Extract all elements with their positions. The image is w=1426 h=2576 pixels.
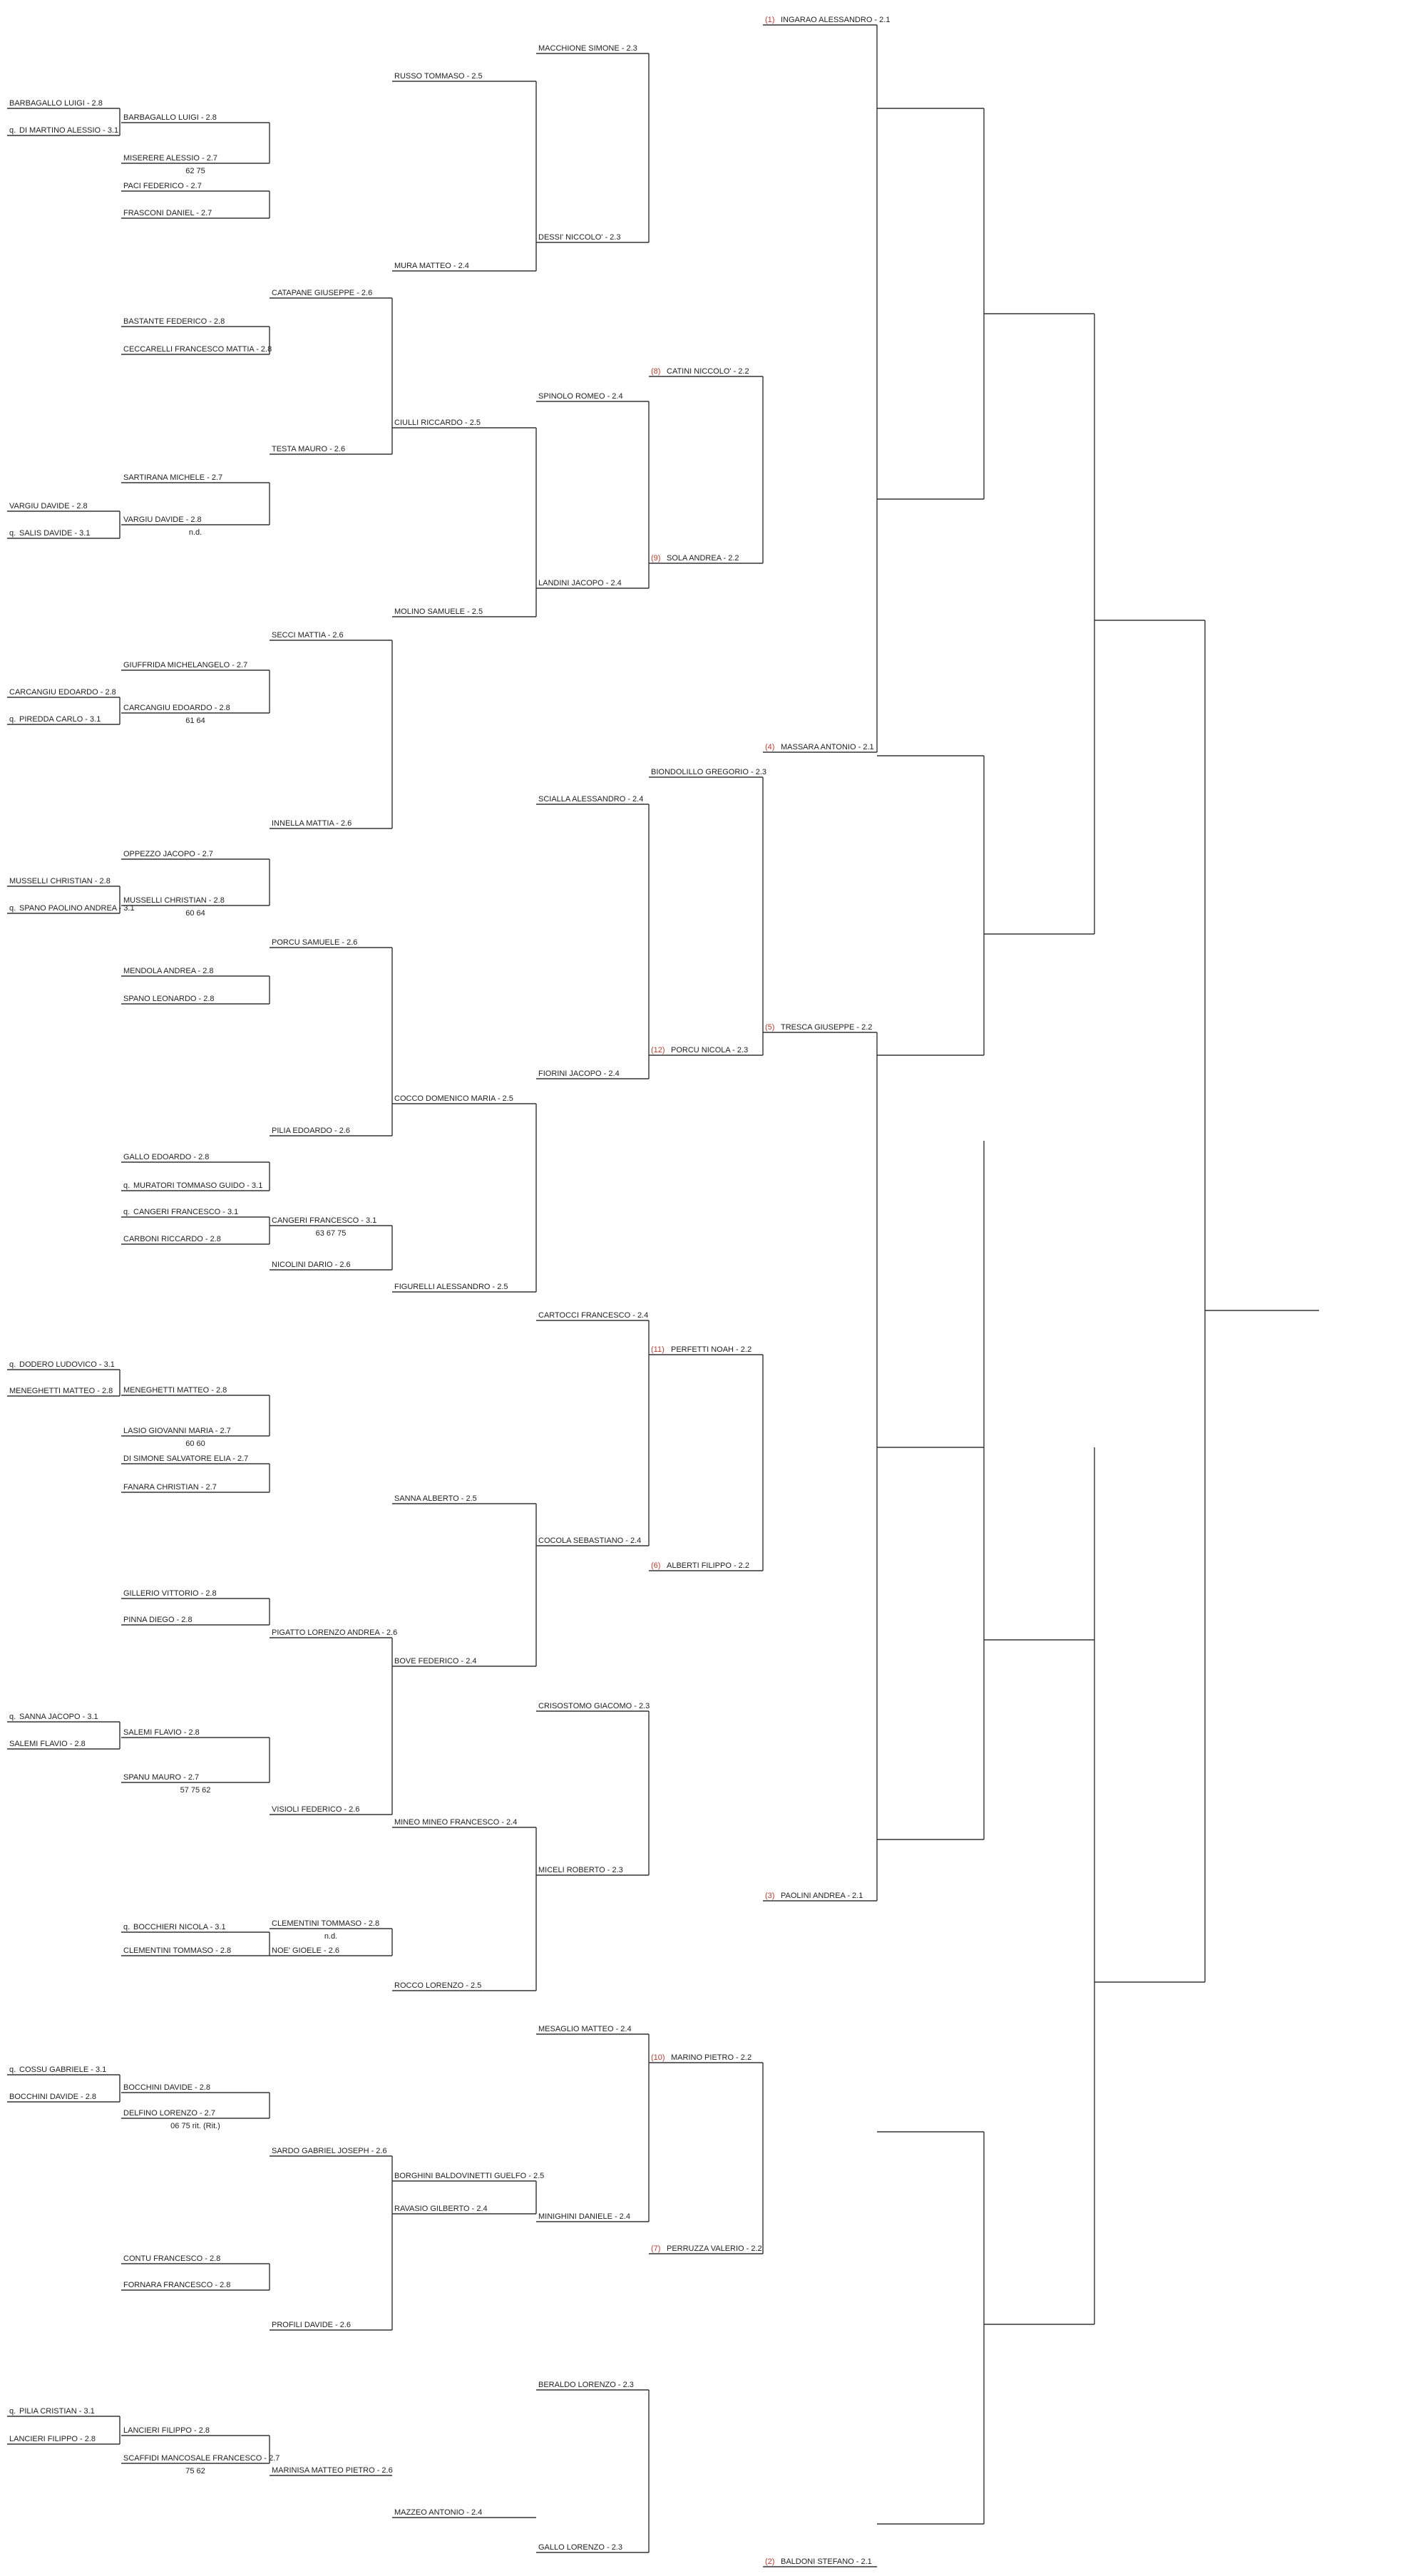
qualifier-mark: q.	[9, 2066, 16, 2074]
player-name: CATINI NICCOLO' - 2.2	[667, 367, 749, 376]
seed-number: (4)	[765, 743, 775, 751]
player-name: DELFINO LORENZO - 2.7	[123, 2109, 215, 2118]
player-name: VISIOLI FEDERICO - 2.6	[272, 1805, 360, 1814]
player-name: DI SIMONE SALVATORE ELIA - 2.7	[123, 1454, 249, 1463]
player-name: CRISOSTOMO GIACOMO - 2.3	[538, 1702, 650, 1710]
player-name: PERRUZZA VALERIO - 2.2	[667, 2244, 762, 2253]
player-name: CECCARELLI FRANCESCO MATTIA - 2.8	[123, 345, 272, 354]
match-score: n.d.	[324, 1932, 338, 1941]
seed-number: (2)	[765, 2557, 775, 2566]
player-name: MUSSELLI CHRISTIAN - 2.8	[123, 896, 225, 905]
player-name: INGARAO ALESSANDRO - 2.1	[781, 16, 891, 24]
player-name: MAZZEO ANTONIO - 2.4	[394, 2508, 483, 2517]
player-name: CANGERI FRANCESCO - 3.1	[272, 1216, 377, 1225]
match-score: n.d.	[188, 528, 202, 537]
player-name: BERALDO LORENZO - 2.3	[538, 2381, 634, 2389]
match-score: 60 60	[185, 1440, 205, 1448]
player-name: SCIALLA ALESSANDRO - 2.4	[538, 795, 644, 804]
seed-number: (7)	[651, 2244, 661, 2253]
player-name: VARGIU DAVIDE - 2.8	[9, 502, 88, 510]
player-name: MACCHIONE SIMONE - 2.3	[538, 44, 637, 53]
seed-number: (5)	[765, 1023, 775, 1032]
player-name: GALLO EDOARDO - 2.8	[123, 1153, 210, 1161]
player-name: INNELLA MATTIA - 2.6	[272, 819, 352, 828]
player-name: TESTA MAURO - 2.6	[272, 445, 346, 453]
player-name: MINIGHINI DANIELE - 2.4	[538, 2212, 630, 2221]
player-name: SALIS DAVIDE - 3.1	[19, 529, 91, 538]
player-name: MARINO PIETRO - 2.2	[671, 2053, 752, 2062]
player-name: ROCCO LORENZO - 2.5	[394, 1981, 482, 1990]
player-name: BARBAGALLO LUIGI - 2.8	[123, 113, 217, 122]
player-name: PILIA CRISTIAN - 3.1	[19, 2407, 95, 2416]
player-name: NOE' GIOELE - 2.6	[272, 1946, 340, 1955]
player-name: GALLO LORENZO - 2.3	[538, 2543, 622, 2552]
seed-number: (9)	[651, 554, 661, 563]
seed-number: (6)	[651, 1561, 661, 1570]
player-name: CARTOCCI FRANCESCO - 2.4	[538, 1311, 649, 1320]
player-name: BIONDOLILLO GREGORIO - 2.3	[651, 768, 766, 776]
match-score: 57 75 62	[180, 1786, 211, 1795]
qualifier-mark: q.	[9, 1713, 16, 1721]
qualifier-mark: q.	[123, 1208, 130, 1216]
player-name: RAVASIO GILBERTO - 2.4	[394, 2205, 488, 2213]
player-name: CLEMENTINI TOMMASO - 2.8	[123, 1946, 232, 1955]
player-name: BARBAGALLO LUIGI - 2.8	[9, 99, 103, 108]
player-name: RUSSO TOMMASO - 2.5	[394, 72, 483, 81]
qualifier-mark: q.	[9, 126, 16, 135]
player-name: BOCCHIERI NICOLA - 3.1	[133, 1923, 226, 1931]
match-score: 60 64	[185, 909, 205, 918]
seed-number: (1)	[765, 16, 775, 24]
qualifier-mark: q.	[9, 904, 16, 913]
seed-number: (12)	[651, 1046, 665, 1054]
seed-number: (8)	[651, 367, 661, 376]
player-name: FIORINI JACOPO - 2.4	[538, 1069, 620, 1078]
player-name: PIREDDA CARLO - 3.1	[19, 715, 101, 724]
player-name: SCAFFIDI MANCOSALE FRANCESCO - 2.7	[123, 2454, 280, 2463]
match-score: 61 64	[185, 717, 205, 725]
seed-number: (11)	[651, 1345, 665, 1354]
player-name: DESSI' NICCOLO' - 2.3	[538, 233, 621, 242]
player-name: COCOLA SEBASTIANO - 2.4	[538, 1536, 642, 1545]
player-name: CIULLI RICCARDO - 2.5	[394, 419, 481, 427]
player-name: MESAGLIO MATTEO - 2.4	[538, 2025, 632, 2033]
qualifier-mark: q.	[9, 1360, 16, 1369]
player-name: TRESCA GIUSEPPE - 2.2	[781, 1023, 873, 1032]
qualifier-mark: q.	[9, 529, 16, 538]
player-name: SECCI MATTIA - 2.6	[272, 631, 344, 640]
player-name: PIGATTO LORENZO ANDREA - 2.6	[272, 1628, 398, 1637]
player-name: NICOLINI DARIO - 2.6	[272, 1261, 351, 1269]
player-name: MURA MATTEO - 2.4	[394, 262, 469, 270]
player-name: LANCIERI FILIPPO - 2.8	[123, 2426, 210, 2435]
player-name: SALEMI FLAVIO - 2.8	[123, 1728, 200, 1737]
player-name: GIUFFRIDA MICHELANGELO - 2.7	[123, 661, 248, 669]
match-score: 63 67 75	[315, 1229, 347, 1238]
player-name: CLEMENTINI TOMMASO - 2.8	[272, 1919, 380, 1928]
player-name: PORCU SAMUELE - 2.6	[272, 938, 358, 947]
player-name: GILLERIO VITTORIO - 2.8	[123, 1589, 217, 1598]
player-name: BOVE FEDERICO - 2.4	[394, 1657, 477, 1666]
player-name: PROFILI DAVIDE - 2.6	[272, 2321, 352, 2329]
player-name: PERFETTI NOAH - 2.2	[671, 1345, 752, 1354]
player-name: PORCU NICOLA - 2.3	[671, 1046, 749, 1054]
qualifier-mark: q.	[123, 1181, 130, 1190]
player-name: COCCO DOMENICO MARIA - 2.5	[394, 1094, 513, 1103]
player-name: PINNA DIEGO - 2.8	[123, 1616, 193, 1624]
seed-number: (10)	[651, 2053, 665, 2062]
player-name: CANGERI FRANCESCO - 3.1	[133, 1208, 239, 1216]
player-name: CARCANGIU EDOARDO - 2.8	[123, 704, 230, 712]
player-name: BORGHINI BALDOVINETTI GUELFO - 2.5	[394, 2172, 545, 2180]
player-name: BOCCHINI DAVIDE - 2.8	[9, 2093, 97, 2101]
player-name: MENDOLA ANDREA - 2.8	[123, 967, 214, 975]
player-name: FANARA CHRISTIAN - 2.7	[123, 1483, 217, 1492]
player-name: MENEGHETTI MATTEO - 2.8	[9, 1387, 113, 1395]
player-name: FRASCONI DANIEL - 2.7	[123, 209, 212, 217]
player-name: CONTU FRANCESCO - 2.8	[123, 2254, 221, 2263]
player-name: MURATORI TOMMASO GUIDO - 3.1	[133, 1181, 263, 1190]
qualifier-mark: q.	[123, 1923, 130, 1931]
player-name: SPANO PAOLINO ANDREA - 3.1	[19, 904, 135, 913]
player-name: CATAPANE GIUSEPPE - 2.6	[272, 289, 373, 297]
player-name: LASIO GIOVANNI MARIA - 2.7	[123, 1427, 231, 1435]
player-name: BOCCHINI DAVIDE - 2.8	[123, 2083, 211, 2092]
player-name: OPPEZZO JACOPO - 2.7	[123, 850, 213, 858]
player-name: SARTIRANA MICHELE - 2.7	[123, 473, 223, 482]
qualifier-mark: q.	[9, 715, 16, 724]
player-name: SARDO GABRIEL JOSEPH - 2.6	[272, 2147, 387, 2155]
player-name: LANDINI JACOPO - 2.4	[538, 579, 622, 587]
player-name: FORNARA FRANCESCO - 2.8	[123, 2281, 231, 2289]
player-name: MISERERE ALESSIO - 2.7	[123, 154, 218, 163]
player-name: MARINISA MATTEO PIETRO - 2.6	[272, 2466, 393, 2475]
player-name: MOLINO SAMUELE - 2.5	[394, 607, 483, 616]
seed-number: (3)	[765, 1892, 775, 1900]
player-name: MENEGHETTI MATTEO - 2.8	[123, 1386, 227, 1395]
player-name: MUSSELLI CHRISTIAN - 2.8	[9, 877, 111, 886]
player-name: PACI FEDERICO - 2.7	[123, 182, 202, 190]
player-name: PAOLINI ANDREA - 2.1	[781, 1892, 863, 1900]
qualifier-mark: q.	[9, 2407, 16, 2416]
player-name: SPANO LEONARDO - 2.8	[123, 995, 215, 1003]
player-name: SANNA JACOPO - 3.1	[19, 1713, 98, 1721]
match-score: 06 75 rit. (Rit.)	[170, 2122, 220, 2130]
player-name: MINEO MINEO FRANCESCO - 2.4	[394, 1818, 518, 1827]
player-name: CARCANGIU EDOARDO - 2.8	[9, 688, 116, 697]
player-name: SPINOLO ROMEO - 2.4	[538, 392, 623, 401]
player-name: MASSARA ANTONIO - 2.1	[781, 743, 874, 751]
player-name: DODERO LUDOVICO - 3.1	[19, 1360, 115, 1369]
player-name: SANNA ALBERTO - 2.5	[394, 1494, 477, 1503]
player-name: BASTANTE FEDERICO - 2.8	[123, 317, 225, 326]
match-score: 75 62	[185, 2467, 205, 2475]
player-name: MICELI ROBERTO - 2.3	[538, 1866, 623, 1874]
player-name: SPANU MAURO - 2.7	[123, 1773, 200, 1782]
player-name: SALEMI FLAVIO - 2.8	[9, 1740, 86, 1748]
player-name: VARGIU DAVIDE - 2.8	[123, 515, 202, 524]
player-name: COSSU GABRIELE - 3.1	[19, 2066, 107, 2074]
player-name: SOLA ANDREA - 2.2	[667, 554, 739, 563]
player-name: LANCIERI FILIPPO - 2.8	[9, 2435, 96, 2443]
player-name: CARBONI RICCARDO - 2.8	[123, 1235, 221, 1243]
match-score: 62 75	[185, 167, 205, 175]
player-name: DI MARTINO ALESSIO - 3.1	[19, 126, 119, 135]
player-name: BALDONI STEFANO - 2.1	[781, 2557, 872, 2566]
player-name: ALBERTI FILIPPO - 2.2	[667, 1561, 749, 1570]
player-name: FIGURELLI ALESSANDRO - 2.5	[394, 1283, 508, 1291]
player-name: PILIA EDOARDO - 2.6	[272, 1127, 351, 1135]
